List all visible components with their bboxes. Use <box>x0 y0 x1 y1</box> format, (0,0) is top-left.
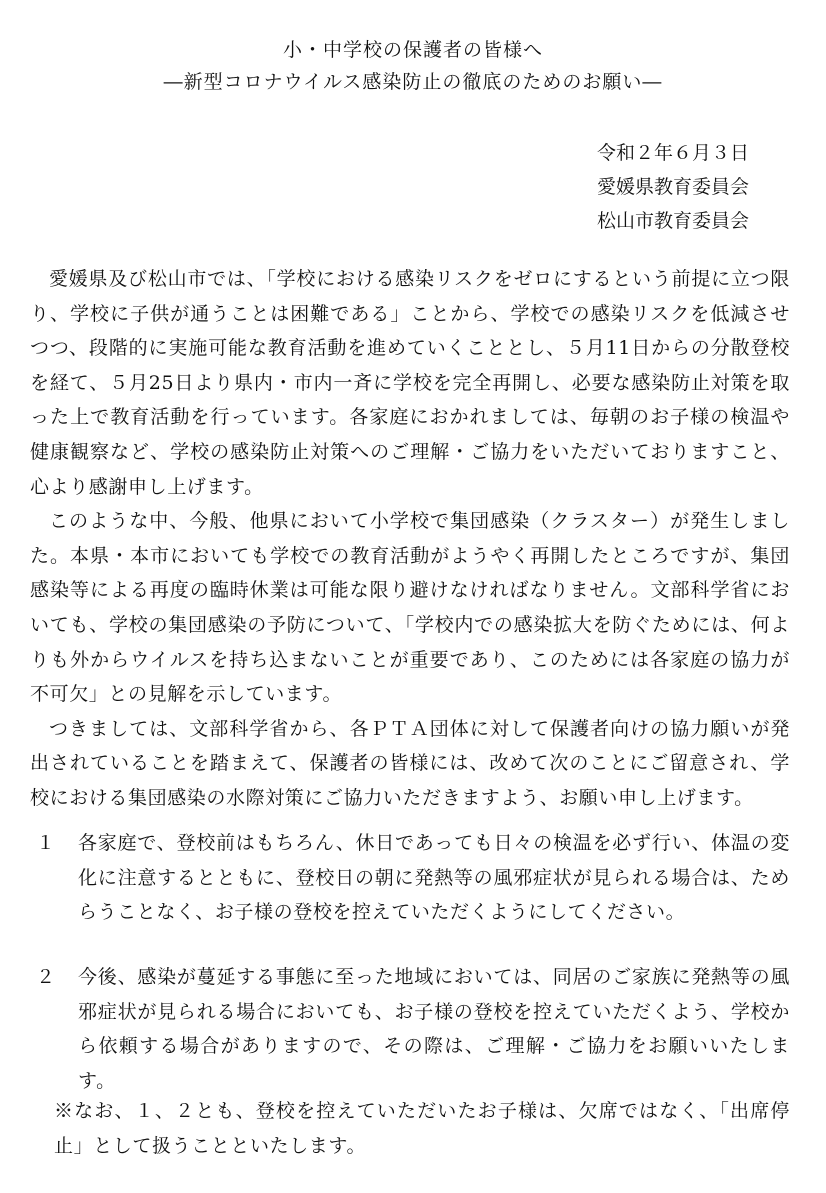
request-text-1: 各家庭で、登校前はもちろん、休日であっても日々の検温を必ず行い、体温の変化に注意するとともに、登校日の朝に発熱等の風邪症状が見られる場合は、ためらうことなく、お子様の登校を控えていただくようにしてください。 <box>78 832 790 924</box>
body-paragraph-1: 愛媛県及び松山市では、「学校における感染リスクをゼロにするという前提に立つ限り、学校に子供が通うことは困難である」ことから、学校での感染リスクを低減させつつ、段階的に実施可能な教育活動を進めていくこととし、５月11日からの分散登校を経て、５月25日より県内・市内一斉に学校を完全再開し、必要な感染防止対策を取った上で教育活動を行っています。各家庭におかれましては、毎朝のお子様の検温や健康観察など、学校の感染防止対策へのご理解・ご協力をいただいておりますこと、心より感謝申し上げます。 <box>30 268 791 498</box>
issuer-ehime: 愛媛県教育委員会 <box>597 176 750 198</box>
request-text-2: 今後、感染が蔓延する事態に至った地域においては、同居のご家族に発熱等の風邪症状が見られる場合においても、お子様の登校を控えていただくよう、学校から依頼する場合がありますので、その際は、ご理解・ご協力をお願いいたします。 <box>78 966 790 1092</box>
issue-date: 令和２年６月３日 <box>597 142 750 164</box>
title-line-2: ―新型コロナウイルス感染防止の徹底のためのお願い― <box>163 71 663 93</box>
body-paragraph-3: つきましては、文部科学省から、各ＰＴＡ団体に対して保護者向けの協力願いが発出されていることを踏まえて、保護者の皆様には、改めて次のことにご留意され、学校における集団感染の水際対策にご協力いただきますよう、お願い申し上げます。 <box>30 717 790 809</box>
attendance-note: ※なお、１、２とも、登校を控えていただいたお子様は、欠席ではなく、「出席停止」として扱うことといたします。 <box>54 1100 790 1157</box>
document-title <box>0 34 826 98</box>
request-item-1 <box>30 826 790 930</box>
issuer-matsuyama: 松山市教育委員会 <box>597 210 750 232</box>
request-item-2 <box>30 960 790 1098</box>
body-paragraph-2: このような中、今般、他県において小学校で集団感染（クラスター）が発生しました。本県・本市においても学校での教育活動がようやく再開したところですが、集団感染等による再度の臨時休業は可能な限り避けなければなりません。文部科学省においても、学校の集団感染の予防について、「学校内での感染拡大を防ぐためには、何よりも外からウイルスを持ち込まないことが重要であり、このためには各家庭の協力が不可欠」との見解を示しています。 <box>30 510 790 706</box>
title-line-1: 小・中学校の保護者の皆様へ <box>282 39 543 61</box>
request-number-2: ２ <box>36 966 56 988</box>
body-text <box>30 262 790 816</box>
date-and-issuers <box>597 136 749 238</box>
request-number-1: １ <box>36 832 56 854</box>
